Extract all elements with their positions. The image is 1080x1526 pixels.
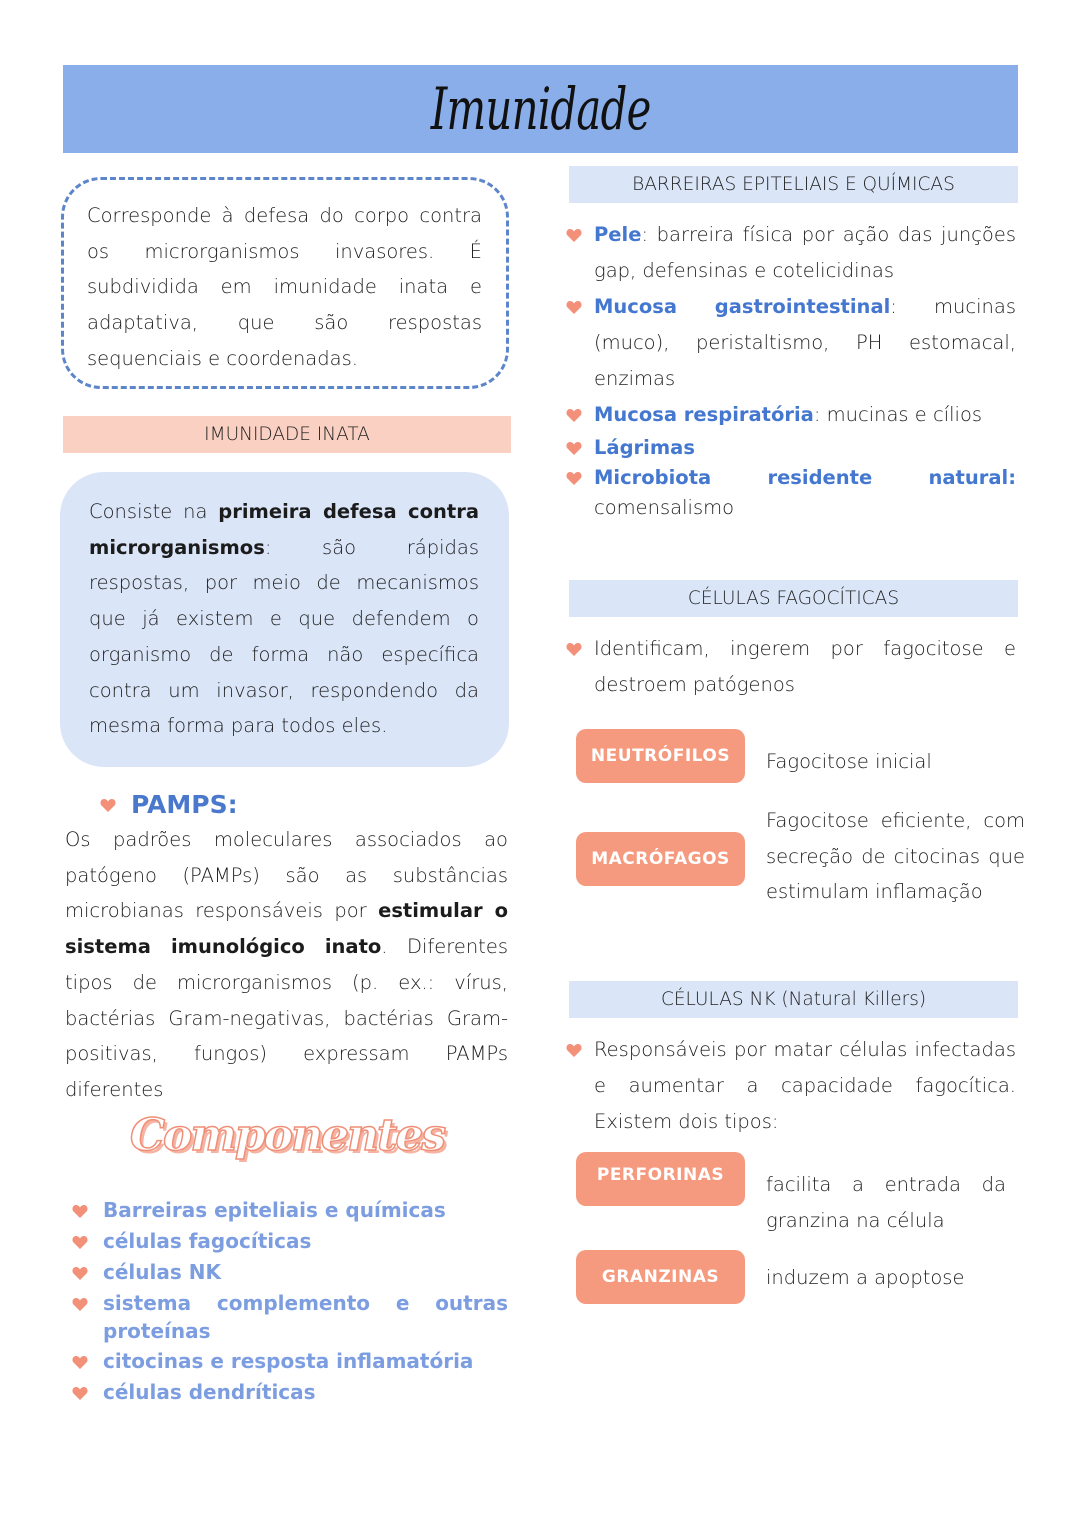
intro-text: Corresponde à defesa do corpo contra os microrganismos invasores. É subdividida em imunidade inata e adaptativa, que são respostas sequenciais e coordenadas. — [87, 204, 482, 370]
heart-icon — [72, 1347, 103, 1376]
badge-macrofagos — [576, 832, 745, 886]
list-item — [72, 1347, 508, 1376]
component-item-label: células NK — [103, 1260, 221, 1284]
badge-granzinas — [576, 1250, 745, 1304]
innate-heading — [63, 416, 511, 453]
barrier-item — [594, 463, 1016, 523]
pamps-text — [65, 822, 508, 1108]
innate-description — [89, 494, 479, 744]
barrier-item — [594, 397, 1016, 433]
component-item-label: Barreiras epiteliais e químicas — [103, 1198, 446, 1222]
heart-icon — [72, 1227, 103, 1256]
pamps-title: PAMPS: — [131, 790, 238, 819]
barrier-item — [594, 289, 1016, 397]
list-item — [566, 463, 1016, 523]
badge-label: MACRÓFAGOS — [591, 849, 730, 869]
list-item — [72, 1289, 508, 1345]
list-item — [566, 289, 1016, 397]
barrier-key: Mucosa gastrointestinal — [594, 295, 891, 318]
heart-icon — [566, 217, 594, 252]
innate-heading-label: IMUNIDADE INATA — [204, 424, 370, 445]
title-banner — [63, 65, 1018, 153]
heart-icon — [566, 397, 594, 432]
list-item — [566, 631, 1016, 703]
badge-neutrofilos — [576, 729, 745, 783]
list-item — [72, 1227, 508, 1256]
neutrofilos-desc: Fagocitose inicial — [766, 750, 932, 773]
barrier-key: Pele — [594, 223, 642, 246]
nk-list — [566, 1032, 1016, 1140]
list-item — [566, 433, 1016, 463]
macrofagos-desc: Fagocitose eficiente, com secreção de citocinas que estimulam inflamação — [766, 809, 1025, 904]
barrier-item — [594, 217, 1016, 289]
innate-text-prefix: Consiste na — [89, 500, 219, 523]
heart-icon — [566, 463, 594, 493]
badge-label: NEUTRÓFILOS — [590, 746, 731, 766]
barrier-value: comensalismo — [594, 496, 735, 519]
components-list — [72, 1196, 508, 1407]
barriers-list — [566, 217, 1016, 523]
barrier-key: Microbiota residente natural: — [594, 466, 1016, 489]
list-item — [72, 1258, 508, 1287]
pamps-text-suffix: . Diferentes tipos de microrganismos (p. ex.: vírus, bactérias Gram-negativas, bactérias Gram-positivas, fungos) expressam PAMPs diferentes — [65, 935, 508, 1101]
phagocytes-heading — [569, 580, 1018, 617]
barrier-value: : mucinas e cílios — [813, 403, 983, 426]
pamps-text-bold: estimular o sistema imunológico inato — [65, 899, 508, 959]
heart-icon — [566, 433, 594, 463]
page-title: Imunidade — [430, 75, 651, 143]
heart-icon — [566, 289, 594, 324]
heart-icon — [566, 1032, 594, 1067]
pamps-heading — [100, 790, 238, 819]
pamps-text-prefix: Os padrões moleculares associados ao patógeno (PAMPs) são as substâncias microbianas responsáveis por — [65, 828, 508, 923]
barrier-key: Mucosa respiratória — [594, 403, 814, 426]
list-item — [566, 217, 1016, 289]
badge-label: GRANZINAS — [601, 1267, 720, 1287]
nk-heading — [569, 981, 1018, 1018]
component-item-label: sistema complemento e outras proteínas — [103, 1291, 508, 1343]
badge-perforinas — [576, 1152, 745, 1206]
phagocytes-heading-label: CÉLULAS FAGOCÍTICAS — [687, 588, 900, 609]
component-item-label: citocinas e resposta inflamatória — [103, 1349, 474, 1373]
heart-icon — [100, 792, 129, 817]
barrier-key: Lágrimas — [594, 436, 695, 459]
heart-icon — [566, 631, 594, 666]
heart-icon — [72, 1378, 103, 1407]
intro-box — [61, 177, 509, 389]
pamps-body — [65, 822, 508, 1108]
badge-label: PERFORINAS — [596, 1165, 725, 1185]
nk-heading-label: CÉLULAS NK (Natural Killers) — [660, 989, 927, 1010]
phagocytes-bullet-text: Identificam, ingerem por fagocitose e destroem patógenos — [594, 637, 1016, 696]
list-item — [72, 1196, 508, 1225]
nk-bullet-text: Responsáveis por matar células infectadas e aumentar a capacidade fagocítica. Existem dois tipos: — [594, 1038, 1016, 1133]
innate-description-box — [60, 472, 509, 767]
heart-icon — [72, 1196, 103, 1225]
component-item-label: células fagocíticas — [103, 1229, 312, 1253]
barrier-item — [594, 433, 1016, 463]
component-item-label: células dendríticas — [103, 1380, 316, 1404]
phagocytes-list — [566, 631, 1016, 703]
innate-text-suffix: : são rápidas respostas, por meio de mecanismos que já existem e que defendem o organismo de forma não específica contra um invasor, respondendo da mesma forma para todos eles. — [89, 535, 479, 738]
barriers-heading-label: BARREIRAS EPITELIAIS E QUÍMICAS — [632, 174, 955, 195]
perforinas-desc: facilita a entrada da granzina na célula — [766, 1173, 1006, 1232]
heart-icon — [72, 1289, 103, 1318]
components-title: Componentes — [130, 1110, 445, 1161]
list-item — [566, 397, 1016, 433]
barriers-heading — [569, 166, 1018, 203]
granzinas-desc: induzem a apoptose — [766, 1266, 965, 1289]
barrier-value: : barreira física por ação das junções gap, defensinas e cotelicidinas — [594, 223, 1016, 282]
list-item — [566, 1032, 1016, 1140]
barrier-value: : mucinas (muco), peristaltismo, PH estomacal, enzimas — [594, 295, 1017, 390]
list-item — [72, 1378, 508, 1407]
heart-icon — [72, 1258, 103, 1287]
innate-text-bold: primeira defesa contra microrganismos — [89, 500, 479, 559]
